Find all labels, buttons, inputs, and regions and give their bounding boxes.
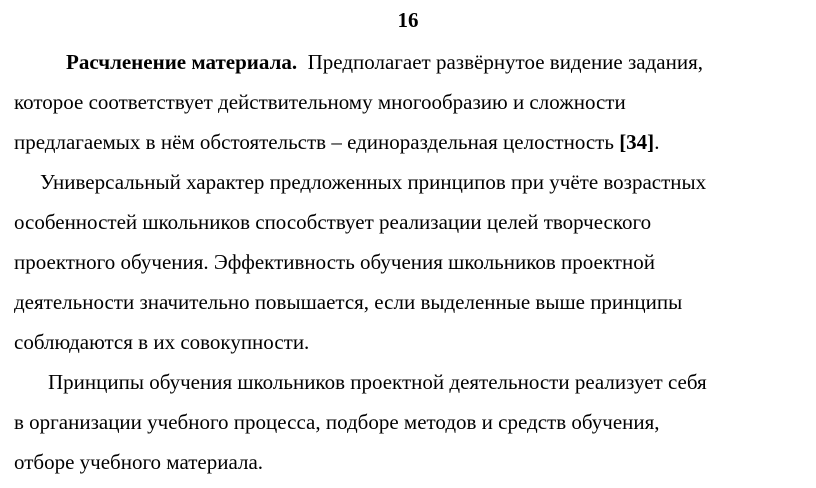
citation-reference: [34] — [619, 130, 655, 154]
paragraph-2-line-4: деятельности значительно повышается, если выделенные выше принципы — [14, 290, 683, 314]
paragraph-1-line-3-end: . — [654, 130, 660, 154]
paragraph-3-line-2: в организации учебного процесса, подборе методов и средств обучения, — [14, 410, 660, 434]
paragraph-2-line-3: проектного обучения. Эффективность обучения школьников проектной — [14, 250, 655, 274]
paragraph-1-line-3 — [14, 128, 659, 156]
paragraph-2-line-5: соблюдаются в их совокупности. — [14, 330, 310, 354]
paragraph-2-line-2: особенностей школьников способствует реализации целей творческого — [14, 210, 652, 234]
paragraph-1-line-2: которое соответствует действительному многообразию и сложности — [14, 90, 626, 114]
paragraph-2-line-1: Универсальный характер предложенных принципов при учёте возрастных — [40, 170, 707, 194]
paragraph-3-line-3: отборе учебного материала. — [14, 450, 264, 474]
paragraph-3-line-1: Принципы обучения школьников проектной деятельности реализует себя — [48, 370, 707, 394]
paragraph-1-line-3-text: предлагаемых в нём обстоятельств – единораздельная целостность — [14, 130, 614, 154]
section-heading: Расчленение материала. — [66, 50, 298, 74]
page-number: 16 — [397, 8, 419, 32]
paragraph-1-line-1 — [66, 48, 703, 76]
paragraph-1-line-1-text: Предполагает развёрнутое видение задания, — [307, 50, 703, 74]
